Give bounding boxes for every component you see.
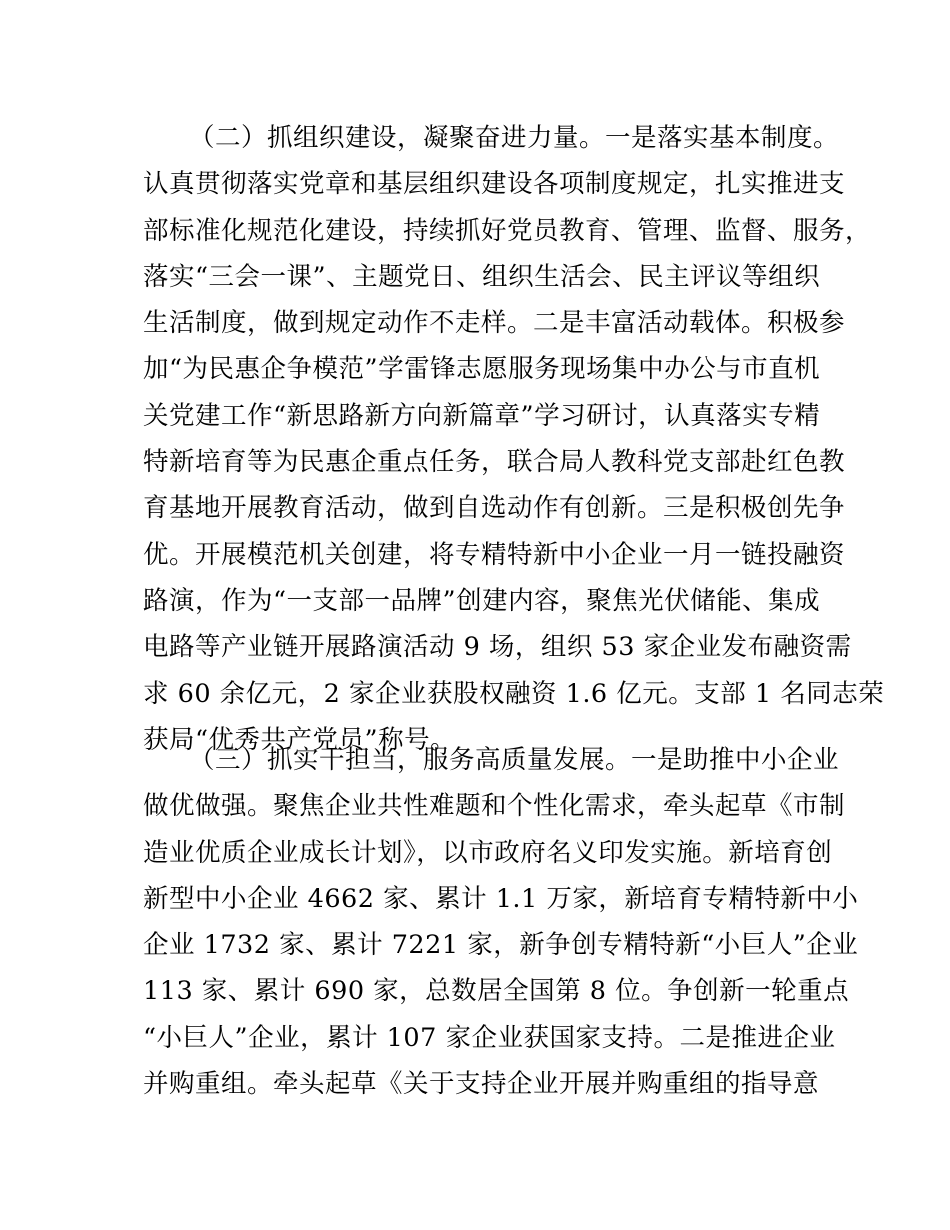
text-line: 路演，作为“一支部一品牌”创建内容，聚焦光伏储能、集成 [143,585,821,616]
text-line: 优。开展模范机关创建，将专精特新中小企业一月一链投融资 [143,539,846,570]
text-line: 并购重组。牵头起草《关于支持企业开展并购重组的指导意 [143,1069,820,1100]
text-line: 关党建工作“新思路新方向新篇章”学习研讨，认真落实专精 [143,400,821,431]
text-line: 做优做强。聚焦企业共性难题和个性化需求，牵头起草《市制 [143,791,846,822]
paragraph-practical-responsibility [143,737,859,1107]
text-line: （三）抓实干担当，服务高质量发展。一是助推中小企业 [189,745,840,775]
text-line: 企业 1732 家、累计 7221 家，新争创专精特新“小巨人”企业 [143,930,859,961]
text-line: 加“为民惠企争模范”学雷锋志愿服务现场集中办公与市直机 [143,354,821,385]
text-line: 部标准化规范化建设，持续抓好党员教育、管理、监督、服务， [143,215,872,246]
text-line: 育基地开展教育活动，做到自选动作有创新。三是积极创先争 [143,493,846,524]
text-line: 新型中小企业 4662 家、累计 1.1 万家，新培育专精特新中小 [143,883,859,914]
text-line: 生活制度，做到规定动作不走样。二是丰富活动载体。积极参 [143,308,846,339]
text-line: 特新培育等为民惠企重点任务，联合局人教科党支部赴红色教 [143,447,846,478]
text-line: 电路等产业链开展路演活动 9 场，组织 53 家企业发布融资需 [143,632,852,663]
text-line: 落实“三会一课”、主题党日、组织生活会、民主评议等组织 [143,261,821,292]
text-line: 113 家、累计 690 家，总数居全国第 8 位。争创新一轮重点 [143,976,850,1007]
text-line: （二）抓组织建设，凝聚奋进力量。一是落实基本制度。 [189,123,840,153]
paragraph-organization-building [143,115,885,763]
text-line: “小巨人”企业，累计 107 家企业获国家支持。二是推进企业 [143,1022,836,1053]
text-line: 造业优质企业成长计划》，以市政府名义印发实施。新培育创 [143,837,833,868]
text-line: 认真贯彻落实党章和基层组织建设各项制度规定，扎实推进支 [143,169,846,200]
text-line: 获局“优秀共产党员”称号。 [143,724,457,755]
text-line: 求 60 余亿元，2 家企业获股权融资 1.6 亿元。支部 1 名同志荣 [143,678,885,709]
